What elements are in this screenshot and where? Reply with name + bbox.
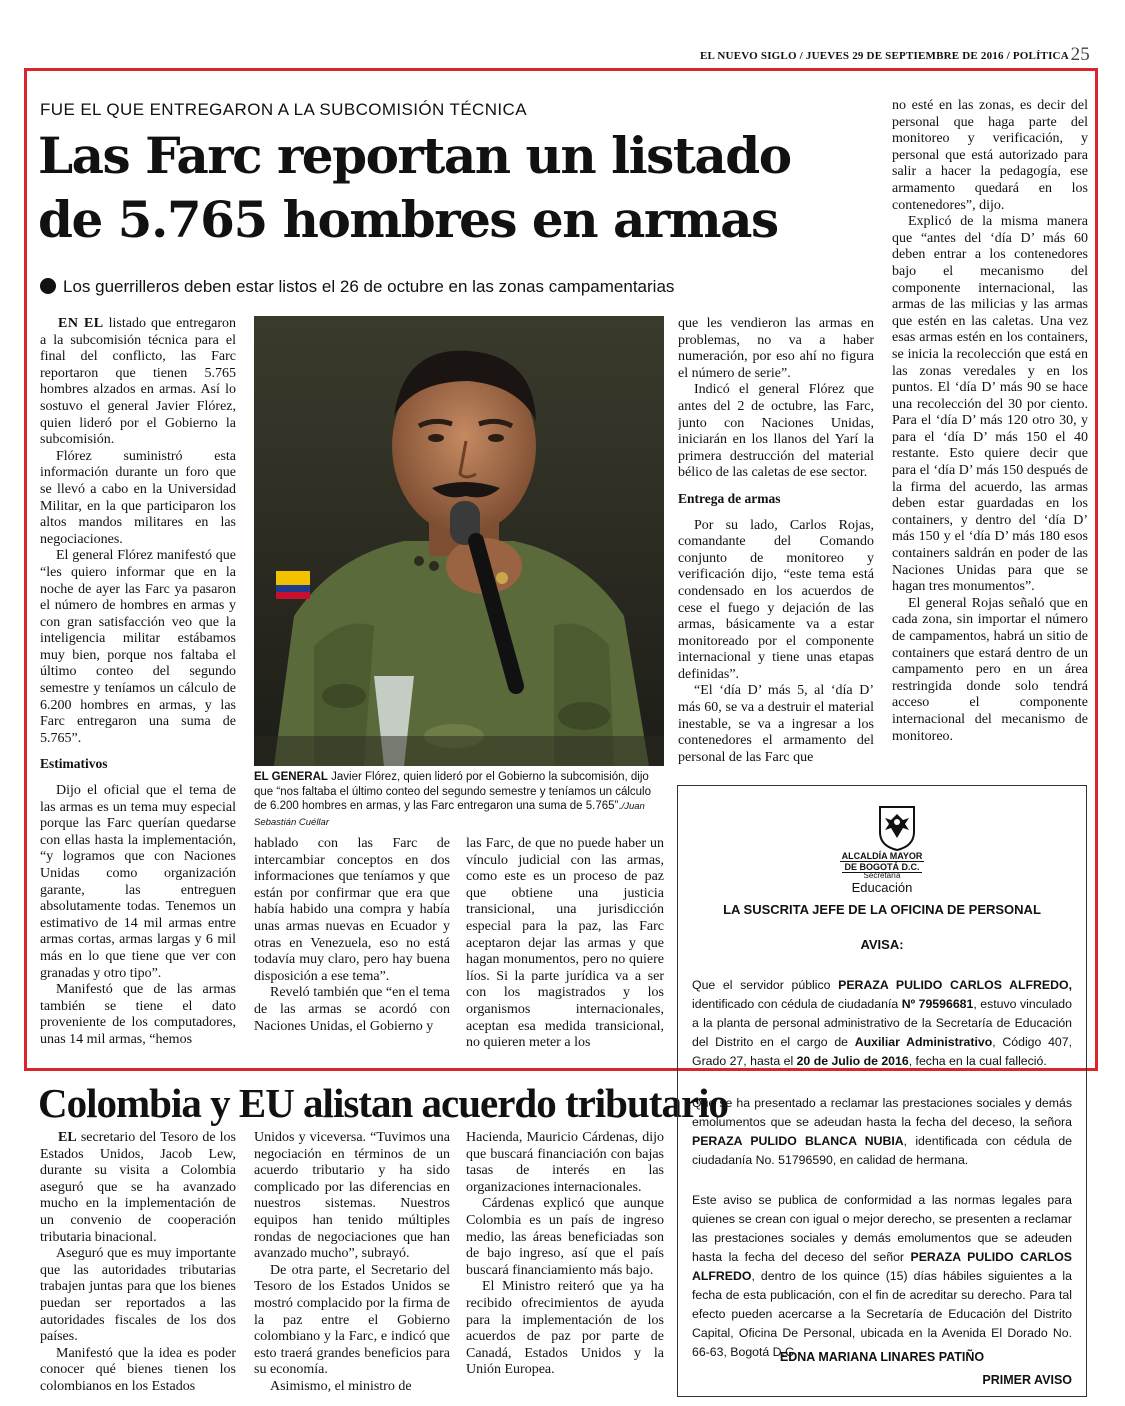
article-kicker: FUE EL QUE ENTREGARON A LA SUBCOMISIÓN TÉCNICA	[40, 100, 527, 119]
notice-title: LA SUSCRITA JEFE DE LA OFICINA DE PERSONAL	[723, 902, 1041, 917]
paragraph: Manifestó que de las armas también se tiene el dato proveniente de los computadores, unas 14 mil armas, “hemos	[40, 982, 236, 1047]
paragraph: Dijo el oficial que el tema de las armas es un tema muy especial porque las Farc querían quedarse con ellas hasta la implementación, “y logramos que con Naciones Unidas como organización garante, las entreguen absolutamente todas. Tenemos un estimativo de 14 mil armas entre armas cortas, armas largas y 6 mil más en lo que tiene que ver con granadas y otro tipo”.	[40, 783, 236, 981]
text: Que el servidor público	[692, 978, 839, 992]
text: , Código 407, Grado 27, hasta el	[692, 1035, 1073, 1068]
notice-avisa: AVISA:	[860, 937, 904, 952]
paragraph: Por su lado, Carlos Rojas, comandante del Comando conjunto de monitoreo y verificación dijo, “este tema está condensado en los acuerdos de cese el fuego y dejación de las armas, básicamente va a estar monitoreado por el componente internacional y tiene unas etapas definidas”.	[678, 517, 874, 682]
paragraph: hablado con las Farc de intercambiar conceptos en dos informaciones que teníamos y que están por confirmar que era que había habido una compra y había unas armas nuevas en Ecuador y otras en Venezuela, eso no está todavía muy claro, pero hay buena disposición a ese tema”.	[254, 836, 450, 984]
running-head	[700, 44, 1090, 70]
paragraph: Aseguró que es muy importante que las autoridades tributarias trabajen juntas para que los bienes puedan ser reportados a las autoridades fiscales de los dos países.	[40, 1246, 236, 1345]
paragraph: Hacienda, Mauricio Cárdenas, dijo que buscará financiación con bajas tasas de interés en las organizaciones internacionales.	[466, 1130, 664, 1195]
bullet-icon	[40, 278, 56, 294]
notice-paragraph-2	[692, 1094, 1072, 1170]
bogota-crest-icon	[877, 804, 917, 852]
alcaldia-line-2: DE BOGOTÁ D.C.	[844, 862, 920, 872]
paragraph: De otra parte, el Secretario del Tesoro de los Estados Unidos se mostró complacido por la firma de la paz entre el Gobierno colombiano y la Farc, e indicó que esto traerá grandes beneficios para su economía.	[254, 1262, 450, 1378]
alcaldia-label	[692, 851, 1072, 873]
paragraph: Flórez suministró esta información durante un foro que se llevó a cabo en la Universidad Militar, en la que participaron los altos mandos militares en las negociaciones.	[40, 448, 236, 547]
article-column-5	[892, 98, 1088, 772]
article-column-1	[40, 316, 236, 1064]
notice-paragraph-1	[692, 976, 1072, 1071]
text: , fecha en la cual falleció.	[908, 1054, 1047, 1068]
text: , identificada con cédula de ciudadanía No. 51796590, en calidad de hermana.	[692, 1134, 1072, 1167]
article-column-3	[466, 836, 664, 1064]
paragraph	[40, 316, 236, 449]
paragraph: que les vendieron las armas en problemas, no va a haber numeración, por eso ahí no figura el número de serie”.	[678, 316, 874, 381]
paragraph: El general Rojas señaló que en cada zona, sin importar el número de campamentos, habrá un sitio de containers que estará dentro de un campamento pero en un área restringida donde solo tendrá acceso el componente internacional del mecanismo de monitoreo.	[892, 595, 1088, 744]
article2-column-3	[466, 1130, 664, 1402]
paragraph: Reveló también que “en el tema de las armas se acordó con Naciones Unidas, el Gobierno y	[254, 985, 450, 1034]
photo-caption	[254, 770, 664, 830]
paragraph: Manifestó que la idea es poder conocer qué bienes tienen los colombianos en los Estados	[40, 1345, 236, 1394]
paragraph: las Farc, de que no puede haber un vínculo judicial con las armas, como este es un proceso de paz que obtiene una justicia transicional, una jurisdicción especial para la paz, las Farc aceptaron dejar las armas y que hagan monumentos, pero no quiere líos. Si la parte jurídica va a ser con los magistrados y los organismos internacionales, aceptan esa medida transicional, no quieren meter a los	[466, 836, 664, 1051]
photo-credit: /Juan Sebastián Cuéllar	[254, 801, 645, 828]
lead-caps: EL	[58, 1130, 77, 1145]
bold-text: Auxiliar Administrativo	[854, 1035, 993, 1049]
article2-column-2	[254, 1130, 450, 1402]
text: Este aviso se publica de conformidad a las normas legales para quienes se crean con igual o mejor derecho, se presenten a reclamar las prestaciones sociales y demás emolumentos que se adeuden hasta la fecha del deceso del señor	[692, 1193, 1072, 1264]
section-subtitle: Estimativos	[40, 756, 108, 772]
paragraph: Cárdenas explicó que aunque Colombia es un país de ingreso medio, las áreas beneficiadas son de bajo ingreso, así que el país buscará financiamiento más bajo.	[466, 1196, 664, 1278]
bold-text: Nº 79596681	[901, 997, 974, 1011]
article-column-2	[254, 836, 450, 1064]
paragraph: Indicó el general Flórez que antes del 2 de octubre, las Farc, junto con Naciones Unidas, iniciarán en los llanos del Yarí la primera destrucción del material bélico de las caletas de ese sector.	[678, 382, 874, 481]
text: identificado con cédula de ciudadanía	[692, 997, 902, 1011]
paragraph-text: secretario del Tesoro de los Estados Unidos, Jacob Lew, durante su visita a Colombia aseguró que se ha avanzado mucho en la implementación de un convenio de cooperación tributaria binacional.	[40, 1130, 236, 1245]
paragraph: Asimismo, el ministro de	[270, 1378, 412, 1394]
paragraph-text: listado que entregaron a la subcomisión técnica para el final del conflicto, las Farc reportaron que tienen 5.765 hombres alzados en armas. Así lo sostuvo el general Javier Flórez, quien lideró por el Gobierno la subcomisión.	[40, 316, 236, 448]
text: , dentro de los quince (15) días hábiles siguientes a la fecha de esta publicación, con el fin de acreditar su derecho. Para tal efecto pueden acercarse a la Secretaría de Educación del Distrito Capital, Oficina De Personal, ubicada en la Avenida El Dorado No. 66-63, Bogotá D.C.	[692, 1269, 1072, 1359]
article-subhead	[40, 277, 674, 297]
alcaldia-line-1: ALCALDÍA MAYOR	[841, 851, 923, 861]
paragraph: El general Flórez manifestó que “les quiero informar que en la noche de ayer las Farc ya pasaron el número de hombres en armas y con gran satisfacción veo que la inteligencia militar estábamos muy bien, porque nos faltaba el último conteo del segundo semestre y teníamos un cálculo de 6.200 hombres en armas, y las Farc entregaron una suma de 5.765”.	[40, 548, 236, 746]
article-column-4	[678, 316, 874, 772]
bold-text: PERAZA PULIDO CARLOS ALFREDO	[692, 1250, 1073, 1283]
general-photo-illustration	[254, 316, 664, 766]
paragraph: Unidos y viceversa. “Tuvimos una negociación en términos de un acuerdo tributario y ha sido complicado por las diferencias en nuestros sistemas. Nuestros equipos han tenido múltiples rondas de negociaciones que han avanzado mucho”, subrayó.	[254, 1130, 450, 1262]
paragraph: no esté en las zonas, es decir del personal que haga parte del monitoreo y verificación, y personal que está autorizado para salir a hacer la pedagogía, ese armamento quedará en los contenedores”, dijo.	[892, 98, 1088, 213]
text: Que se ha presentado a reclamar las prestaciones sociales y demás emolumentos que se adeudan hasta la fecha del deceso, la señora	[692, 1096, 1072, 1129]
notice-signature: EDNA MARIANA LINARES PATIÑO	[779, 1350, 985, 1364]
page-number: 25	[1070, 44, 1090, 65]
bold-text: 20 de Julio de 2016	[796, 1054, 909, 1068]
notice-paragraph-3	[692, 1191, 1072, 1362]
caption-text: Javier Flórez, quien lideró por el Gobierno la subcomisión, dijo que “nos faltaba el último conteo del segundo semestre y teníamos un cálculo de 6.200 hombres en armas, y las Farc entregaron una suma de 5.765”.	[254, 771, 651, 812]
notice-first-aviso: PRIMER AVISO	[982, 1373, 1072, 1387]
secretaria-label: Secretaría	[863, 871, 901, 880]
official-notice	[677, 785, 1087, 1397]
lead-caps: EN EL	[58, 316, 104, 331]
article2-headline: Colombia y EU alistan acuerdo tributario	[38, 1080, 729, 1126]
paragraph: Explicó de la misma manera que “antes del ‘día D’ más 60 deben entrar a los contenedores bajo el mecanismo del componente internacional, las armas de las milicias y las armas que estén en las caletas. Una vez esas armas estén en los containers, se inicia la recolección que está en las zonas veredales y en los puntos. El ‘día D’ más 90 se hace una recolección del 30 por ciento. Para el ‘día D’ más 120 otro 30, y para el ‘día D’ más 150 el 40 restante. Esto quiere decir que para el ‘día D’ más 150 después de la firma del acuerdo, las armas deben estar guardadas en los containers, y dentro del ‘día D’ más 150 y el ‘día D’ más 180 esos containers saldrán en poder de las Naciones Unidas para que se hagan tres monumentos”.	[892, 214, 1088, 595]
educacion-label: Educación	[851, 880, 913, 895]
paragraph: “El ‘día D’ más 5, al ‘día D’ más 60, se va a destruir el material inestable, se va a ingresar a los contenedores el armamento del personal de las Farc que	[678, 683, 874, 765]
article2-column-1	[40, 1130, 236, 1402]
caption-lead: EL GENERAL	[254, 771, 328, 783]
general-photo	[254, 316, 664, 766]
bold-text: PERAZA PULIDO CARLOS ALFREDO,	[838, 978, 1072, 992]
running-head-text: EL NUEVO SIGLO / JUEVES 29 DE SEPTIEMBRE DE 2016 / POLÍTICA	[700, 50, 1069, 62]
text: , estuvo vinculado a la planta de personal administrativo de la Secretaría de Educación del Distrito en el cargo de	[692, 997, 1072, 1049]
paragraph	[40, 1130, 236, 1246]
paragraph: El Ministro reiteró que ya ha recibido ofrecimientos de ayuda para la implementación de los acuerdos de paz por parte de Canadá, Estados Unidos y la Unión Europea.	[466, 1279, 664, 1378]
section-subtitle: Entrega de armas	[678, 490, 781, 506]
subhead-text: Los guerrilleros deben estar listos el 26 de octubre en las zonas campamentarias	[63, 277, 675, 296]
bold-text: PERAZA PULIDO BLANCA NUBIA	[692, 1134, 904, 1148]
article-headline: Las Farc reportan un listado de 5.765 hombres en armas	[38, 126, 791, 249]
